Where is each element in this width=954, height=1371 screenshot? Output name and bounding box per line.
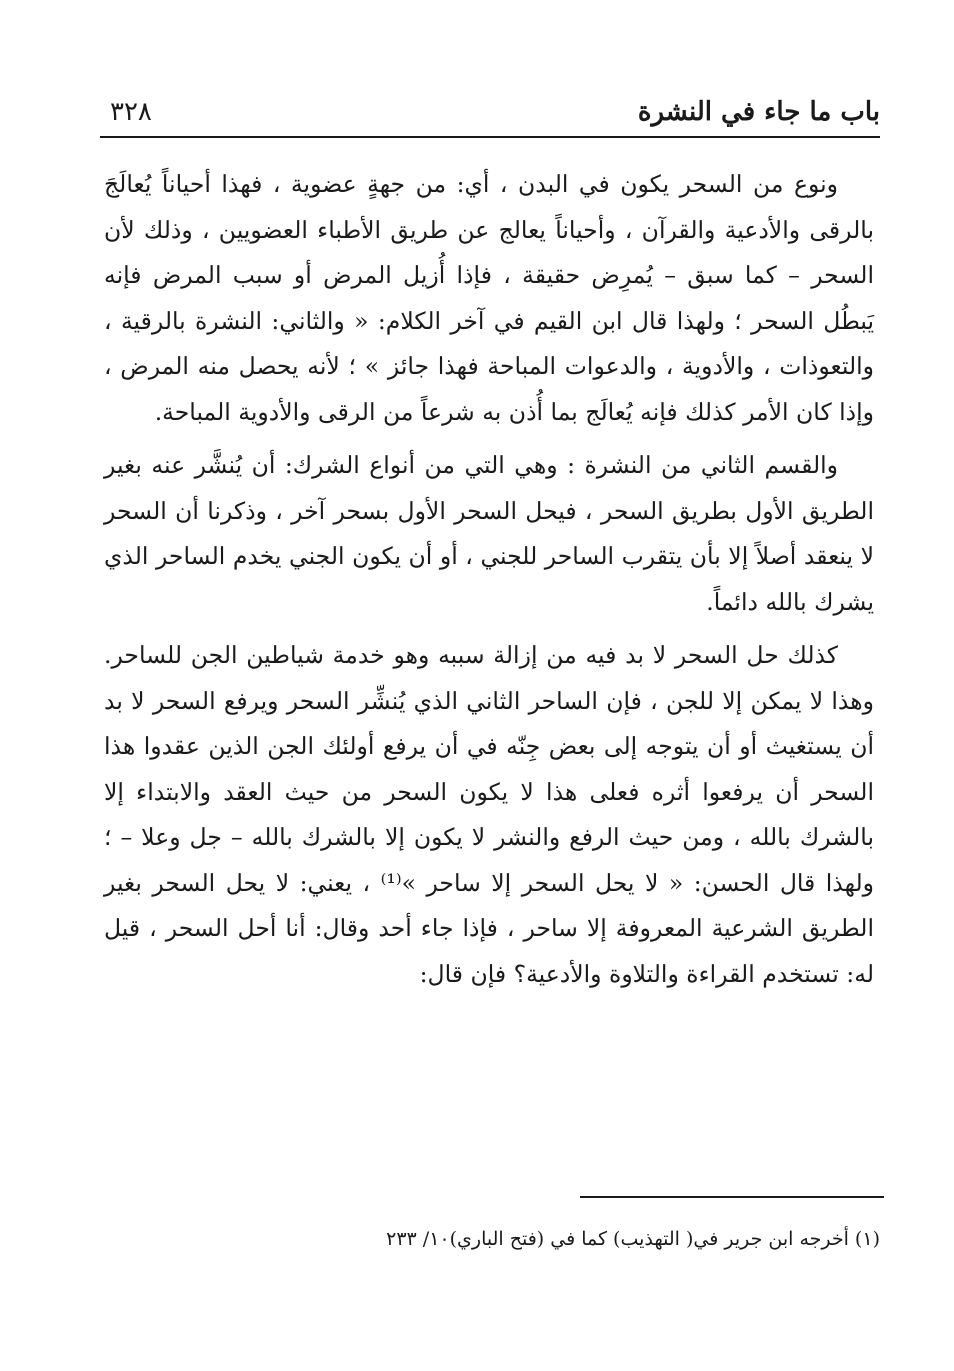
page-number: ٣٢٨ [110,97,152,127]
footnote-divider [580,1196,884,1198]
paragraph: ونوع من السحر يكون في البدن ، أي: من جهةٍ عضوية ، فهذا أحياناً يُعالَجَ بالرقى والأدعية والقرآن ، وأحياناً يعالج عن طريق الأطباء العضويين ، وذلك لأن السحر – كما سبق – يُمرِض حقيقة ، فإذا أُزيل المرض أو سبب المرض فإنه يَبطُل السحر ؛ ولهذا قال ابن القيم في آخر الكلام: « والثاني: النشرة بالرقية ، والتعوذات ، والأدوية ، والدعوات المباحة فهذا جائز » ؛ لأنه يحصل منه المرض ، وإذا كان الأمر كذلك فإنه يُعالَج بما أُذن به شرعاً من الرقى والأدوية المباحة. [104,170,874,426]
chapter-title: باب ما جاء في النشرة [637,97,880,127]
paragraph: والقسم الثاني من النشرة : وهي التي من أنواع الشرك: أن يُنشَّر عنه بغير الطريق الأول بطريق السحر ، فيحل السحر الأول بسحر آخر ، وذكرنا أن السحر لا ينعقد أصلاً إلا بأن يتقرب الساحر للجني ، أو أن يكون الجني يخدم الساحر الذي يشرك بالله دائماً. [104,451,874,616]
main-text [104,162,874,1005]
paragraph: كذلك حل السحر لا بد فيه من إزالة سببه وهو خدمة شياطين الجن للساحر. وهذا لا يمكن إلا للجن ، فإن الساحر الثاني الذي يُنشِّر السحر ويرفع السحر لا بد أن يستغيث أو أن يتوجه إلى بعض جِنّه في أن يرفع أولئك الجن الذين عقدوا هذا السحر أن يرفعوا أثره فعلى هذا لا يكون السحر من حيث العقد والابتداء إلا بالشرك بالله ، ومن حيث الرفع والنشر لا يكون إلا بالشرك بالله – جل وعلا – ؛ ولهذا قال الحسن: « لا يحل السحر إلا ساحر »⁽¹⁾ ، يعني: لا يحل السحر بغير الطريق الشرعية المعروفة إلا ساحر ، فإذا جاء أحد وقال: أنا أحل السحر ، قيل له: تستخدم القراءة والتلاوة والأدعية؟ فإن قال: [104,641,874,988]
footnote: (١) أخرجه ابن جرير في( التهذيب) كما في (فتح الباري)١٠/ ٢٣٣ [386,1228,880,1250]
page-header [100,92,880,138]
